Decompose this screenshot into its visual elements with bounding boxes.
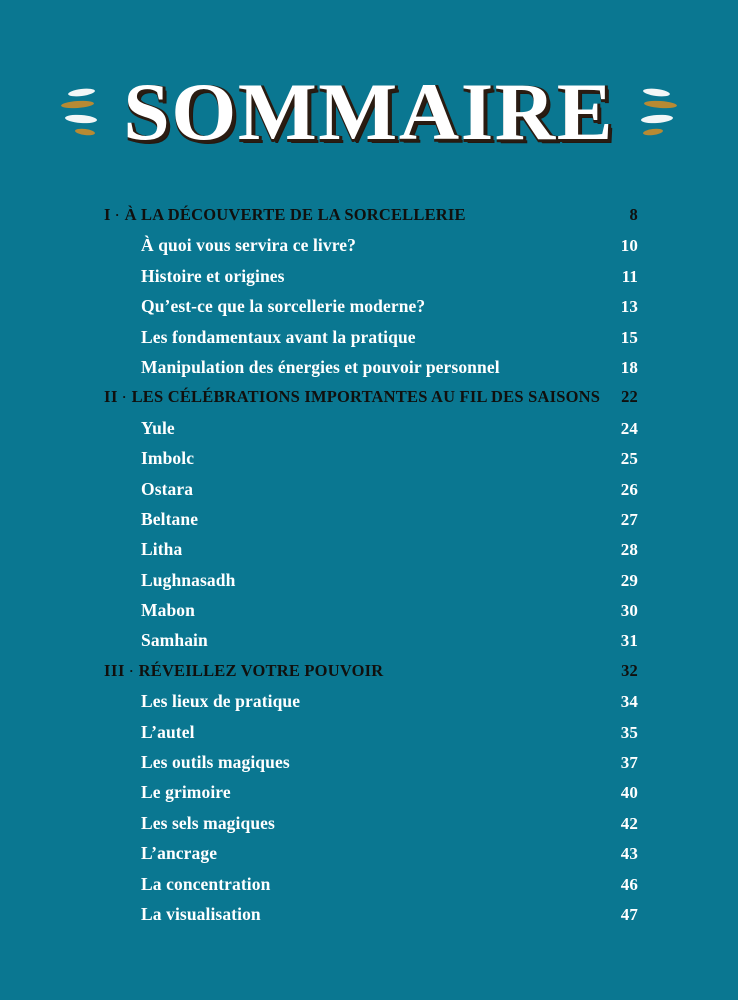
toc-entry-label <box>104 418 604 439</box>
toc-entry-label <box>104 357 604 378</box>
ornament-dash-gold-1 <box>643 100 676 109</box>
ornament-dash-white-2 <box>65 114 97 124</box>
toc-entry-row[interactable] <box>104 448 638 478</box>
toc-entry-page-number: 30 <box>620 601 638 621</box>
table-of-contents <box>104 205 638 934</box>
toc-entry-row[interactable] <box>104 479 638 509</box>
ornament-dash-gold-1 <box>61 100 94 109</box>
decorative-dashes-right-icon <box>636 76 682 148</box>
ornament-dash-gold-2 <box>642 128 663 136</box>
toc-entry-title: Les lieux de pratique <box>141 691 301 712</box>
toc-entry-title: Les outils magiques <box>141 752 290 773</box>
toc-entry-page-number: 28 <box>620 540 638 560</box>
toc-chapter-label <box>104 661 604 681</box>
toc-entry-label <box>104 509 604 530</box>
toc-entry-row[interactable] <box>104 235 638 265</box>
toc-entry-row[interactable] <box>104 570 638 600</box>
toc-entry-label <box>104 813 604 834</box>
toc-entry-row[interactable] <box>104 752 638 782</box>
toc-entry-row[interactable] <box>104 509 638 539</box>
page-title: SOMMAIRE <box>123 66 615 157</box>
toc-entry-title: Ostara <box>141 478 194 499</box>
toc-entry-row[interactable] <box>104 418 638 448</box>
toc-entry-title: Mabon <box>141 600 195 621</box>
toc-entry-page-number: 11 <box>621 266 638 286</box>
toc-entry-page-number: 27 <box>620 509 638 529</box>
toc-chapter-label <box>104 387 604 407</box>
toc-entry-row[interactable] <box>104 691 638 721</box>
toc-entry-page-number: 25 <box>620 449 638 469</box>
toc-chapter-page-number: 22 <box>621 387 638 407</box>
toc-entry-label <box>104 874 604 895</box>
toc-entry-page-number: 43 <box>620 844 638 864</box>
toc-entry-title: À quoi vous servira ce livre? <box>141 235 356 256</box>
toc-chapter-row[interactable] <box>104 205 638 235</box>
toc-entry-title: Lughnasadh <box>141 569 236 590</box>
toc-entry-row[interactable] <box>104 782 638 812</box>
ornament-dash-gold-2 <box>75 128 96 136</box>
toc-entry-page-number: 15 <box>620 327 638 347</box>
toc-entry-row[interactable] <box>104 357 638 387</box>
toc-chapter-label <box>104 205 604 225</box>
toc-entry-label <box>104 479 604 500</box>
toc-entry-row[interactable] <box>104 843 638 873</box>
toc-chapter-number: II <box>104 387 119 407</box>
toc-chapter-title: RÉVEILLEZ VOTRE POUVOIR <box>138 660 384 680</box>
toc-entry-page-number: 29 <box>620 570 638 590</box>
toc-chapter-title: À LA DÉCOUVERTE DE LA SORCELLERIE <box>124 205 466 224</box>
toc-entry-page-number: 46 <box>620 874 638 894</box>
toc-entry-row[interactable] <box>104 266 638 296</box>
toc-entry-page-number: 24 <box>620 418 638 438</box>
toc-chapter-number: I <box>104 205 112 224</box>
toc-chapter-page-number: 32 <box>621 660 638 680</box>
toc-entry-title: Qu’est-ce que la sorcellerie moderne? <box>141 296 426 317</box>
toc-entry-page-number: 26 <box>620 479 638 499</box>
toc-entry-row[interactable] <box>104 327 638 357</box>
toc-entry-page-number: 40 <box>620 783 638 803</box>
toc-chapter-title: LES CÉLÉBRATIONS IMPORTANTES AU FIL DES SAISONS <box>131 387 601 407</box>
toc-entry-label <box>104 904 604 925</box>
ornament-dash-white-2 <box>640 114 672 124</box>
toc-entry-label <box>104 752 604 773</box>
toc-entry-page-number: 13 <box>620 297 638 317</box>
toc-entry-title: Yule <box>141 417 175 438</box>
title-block <box>0 62 738 162</box>
toc-entry-row[interactable] <box>104 813 638 843</box>
ornament-dash-white-1 <box>642 87 670 97</box>
toc-entry-label <box>104 691 604 712</box>
toc-entry-page-number: 35 <box>620 722 638 742</box>
toc-entry-page-number: 10 <box>620 236 638 256</box>
toc-chapter-row[interactable] <box>104 661 638 691</box>
toc-entry-row[interactable] <box>104 296 638 326</box>
toc-entry-row[interactable] <box>104 874 638 904</box>
toc-entry-page-number: 37 <box>620 753 638 773</box>
toc-entry-page-number: 42 <box>620 813 638 833</box>
decorative-dashes-left-icon <box>56 76 102 148</box>
toc-entry-title: Manipulation des énergies et pouvoir personnel <box>141 356 500 377</box>
toc-entry-page-number: 18 <box>620 357 638 377</box>
toc-entry-label <box>104 235 604 256</box>
toc-entry-row[interactable] <box>104 600 638 630</box>
toc-chapter-page-number: 8 <box>629 205 638 224</box>
toc-chapter-separator-icon: · <box>115 207 120 222</box>
toc-entry-title: L’ancrage <box>141 843 218 864</box>
toc-entry-title: L’autel <box>141 721 195 742</box>
toc-entry-label <box>104 327 604 348</box>
toc-entry-row[interactable] <box>104 539 638 569</box>
toc-entry-title: Les sels magiques <box>141 812 275 833</box>
toc-entry-label <box>104 570 604 591</box>
toc-entry-page-number: 47 <box>620 904 638 924</box>
toc-entry-title: Samhain <box>141 630 208 651</box>
toc-entry-label <box>104 448 604 469</box>
toc-entry-title: Histoire et origines <box>141 265 285 286</box>
toc-entry-title: La concentration <box>141 873 271 894</box>
toc-entry-page-number: 34 <box>620 692 638 712</box>
toc-entry-title: Litha <box>141 539 183 560</box>
toc-entry-title: La visualisation <box>141 903 261 924</box>
toc-entry-title: Les fondamentaux avant la pratique <box>141 326 416 347</box>
toc-chapter-row[interactable] <box>104 387 638 417</box>
toc-chapter-separator-icon: · <box>122 389 127 405</box>
toc-entry-page-number: 31 <box>620 631 638 651</box>
toc-entry-row[interactable] <box>104 630 638 660</box>
toc-entry-label <box>104 843 604 864</box>
toc-entry-label <box>104 539 604 560</box>
ornament-dash-white-1 <box>68 87 96 97</box>
toc-entry-label <box>104 722 604 743</box>
toc-entry-title: Le grimoire <box>141 782 231 803</box>
toc-entry-label <box>104 296 604 317</box>
toc-entry-label <box>104 600 604 621</box>
toc-entry-title: Beltane <box>141 508 199 529</box>
toc-chapter-separator-icon: · <box>129 662 134 678</box>
toc-chapter-number: III <box>104 660 126 680</box>
toc-entry-row[interactable] <box>104 722 638 752</box>
toc-entry-title: Imbolc <box>141 448 195 469</box>
toc-entry-label <box>104 266 604 287</box>
toc-entry-label <box>104 782 604 803</box>
toc-entry-row[interactable] <box>104 904 638 934</box>
toc-entry-label <box>104 630 604 651</box>
